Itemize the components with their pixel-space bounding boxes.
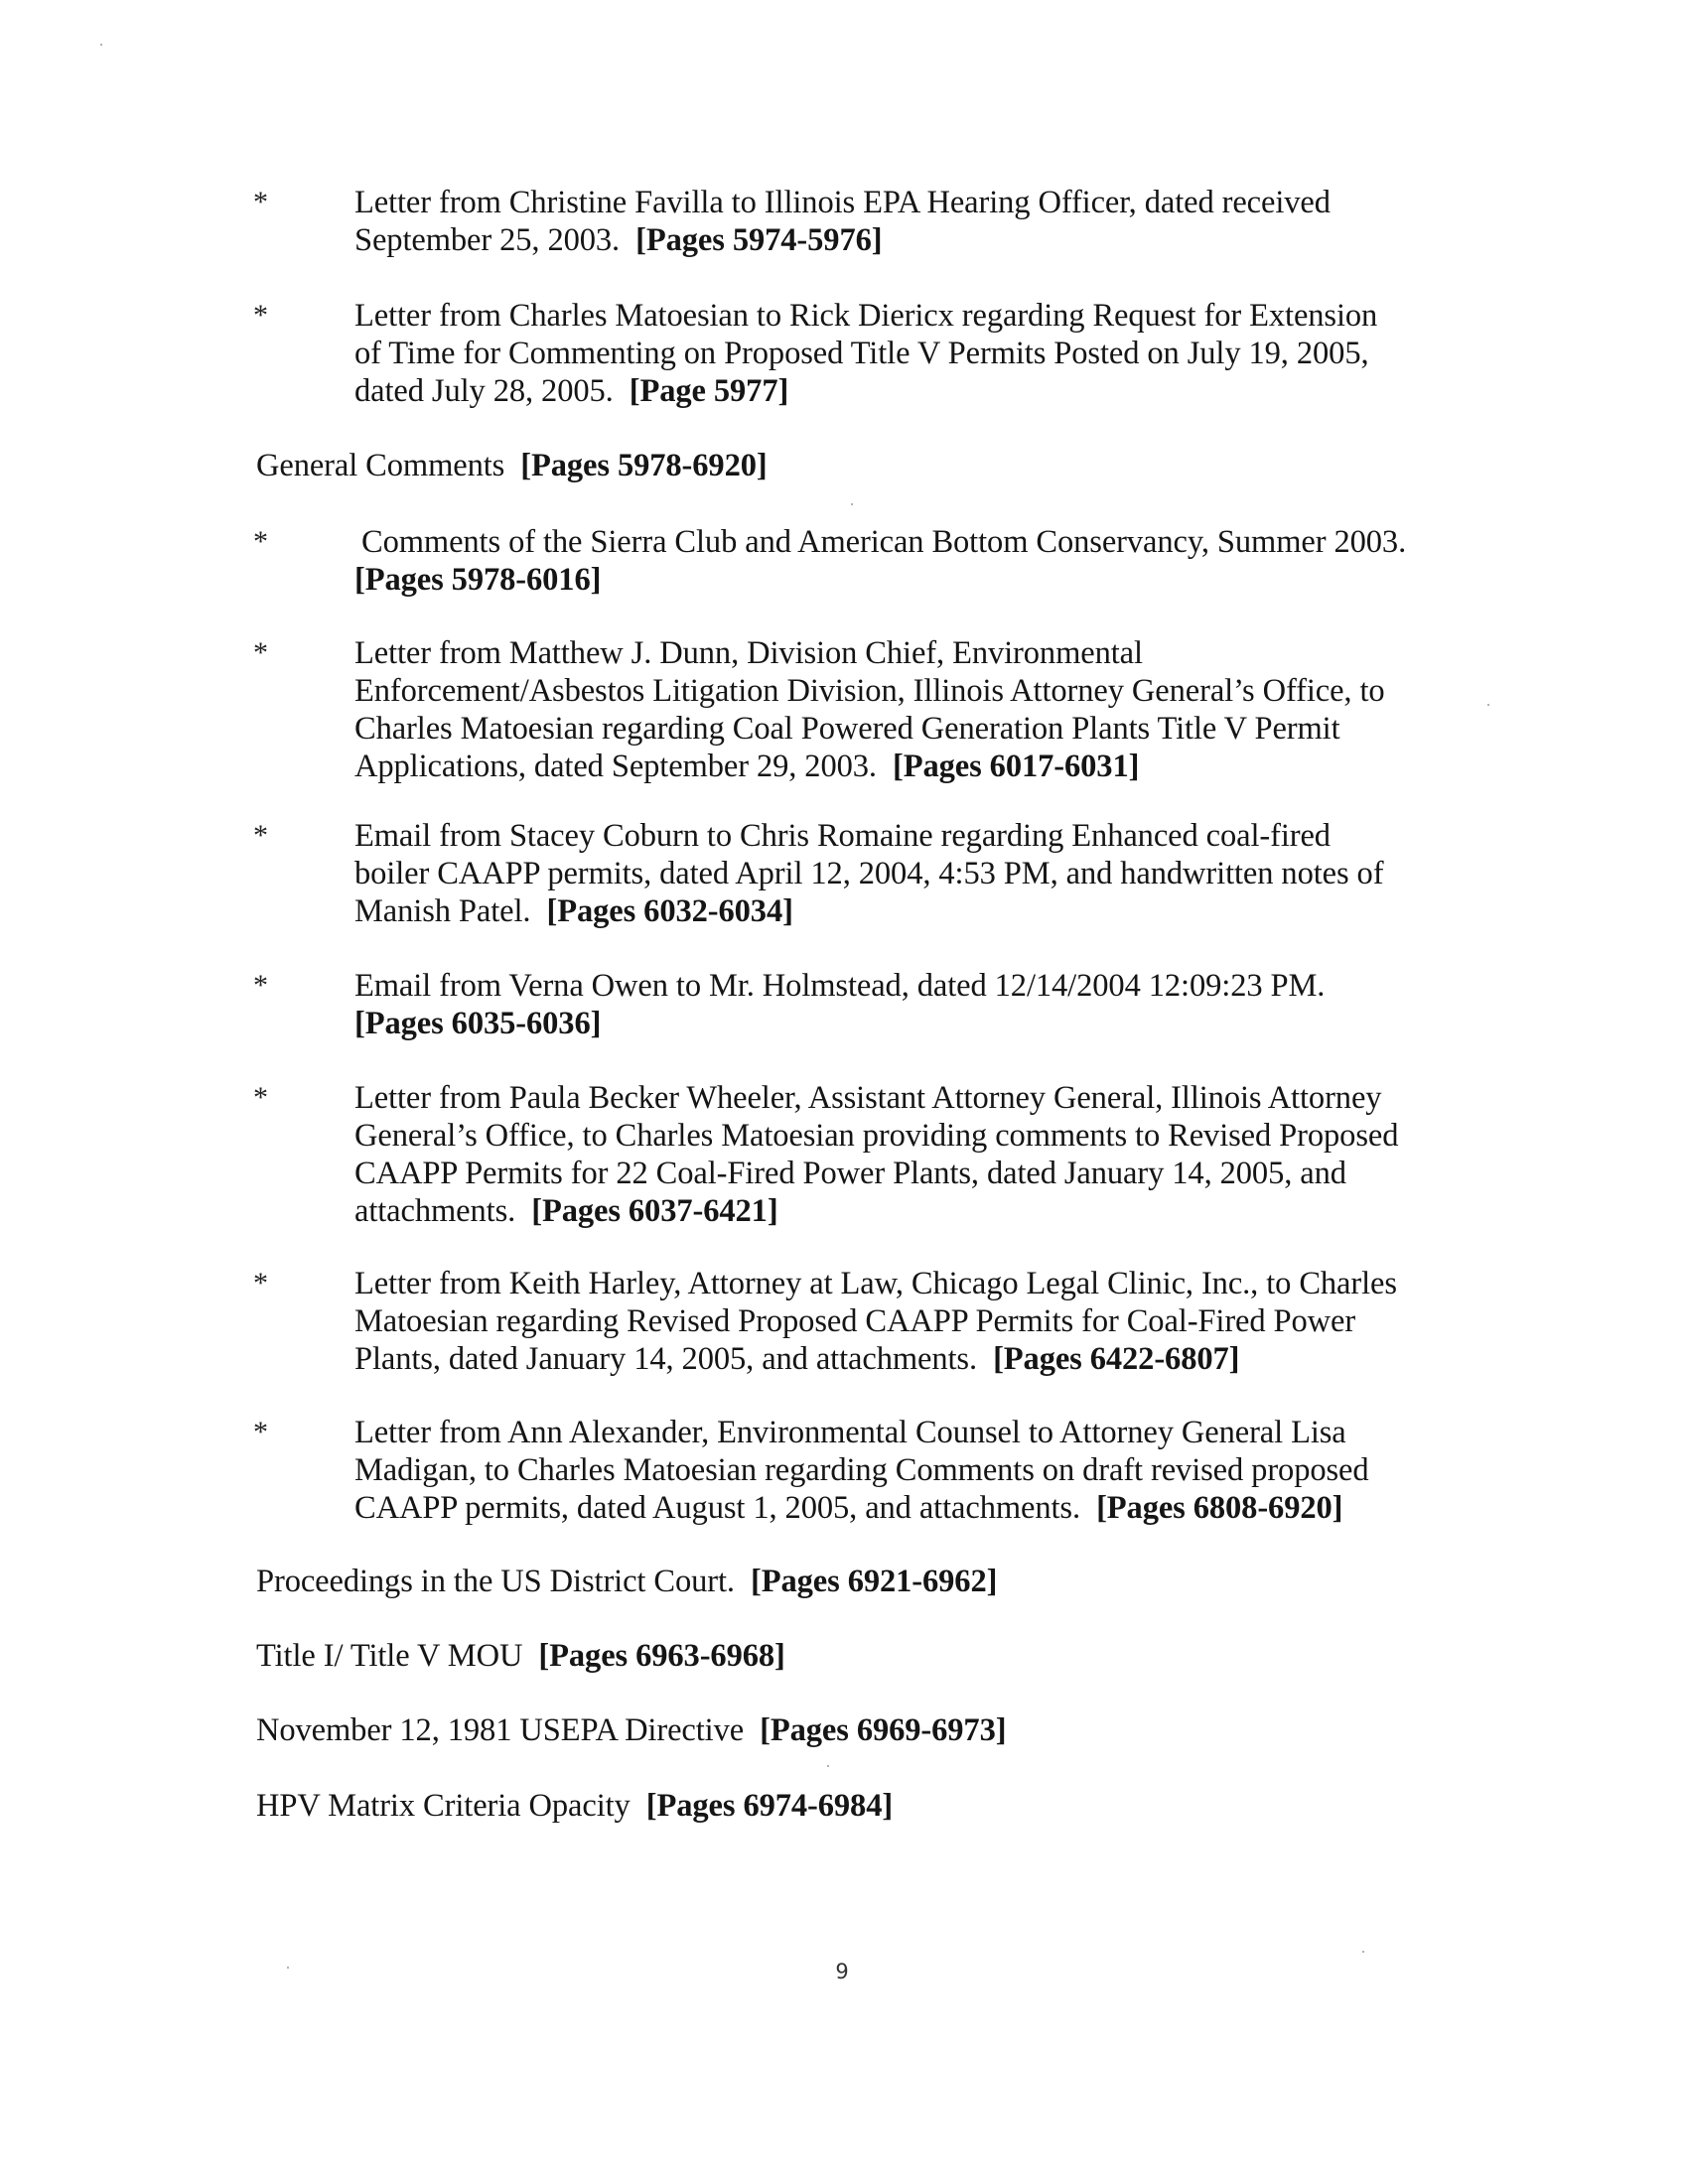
scan-speck	[1362, 1951, 1364, 1953]
text-line: General’s Office, to Charles Matoesian providing comments to Revised Proposed	[354, 1118, 1399, 1154]
text-line	[354, 748, 1442, 785]
list-item-text	[354, 967, 1442, 1042]
scan-speck	[851, 503, 853, 505]
text-fragment: September 25, 2003.	[354, 222, 621, 258]
text-line: Matoesian regarding Revised Proposed CAAPP Permits for Coal-Fired Power	[354, 1303, 1356, 1339]
page-reference: [Pages 6422-6807]	[993, 1341, 1240, 1377]
text-fragment: CAAPP permits, dated August 1, 2005, and attachments.	[354, 1490, 1080, 1526]
list-item-text	[354, 1414, 1442, 1527]
text-fragment: Manish Patel.	[354, 893, 531, 929]
text-line: Letter from Matthew J. Dunn, Division Chief, Environmental	[354, 635, 1143, 671]
page-reference: [Pages 5978-6016]	[354, 562, 602, 598]
page-reference: [Pages 6974-6984]	[645, 1788, 894, 1824]
bullet-asterisk: *	[253, 1081, 268, 1114]
section-heading-hpv-matrix	[256, 1787, 1547, 1825]
list-item-text	[354, 1079, 1442, 1230]
scan-speck	[100, 44, 102, 46]
text-line: Letter from Charles Matoesian to Rick Diericx regarding Request for Extension	[354, 298, 1378, 334]
page-reference: [Pages 6808-6920]	[1096, 1490, 1343, 1526]
text-line	[354, 1192, 1442, 1230]
bullet-asterisk: *	[253, 636, 268, 669]
text-fragment: Plants, dated January 14, 2005, and attachments.	[354, 1341, 977, 1377]
section-label: General Comments	[256, 448, 505, 483]
section-label: Title I/ Title V MOU	[256, 1638, 523, 1674]
text-line: Madigan, to Charles Matoesian regarding Comments on draft revised proposed	[354, 1452, 1369, 1488]
page-reference: [Page 5977]	[629, 373, 789, 409]
page-reference: [Pages 6037-6421]	[531, 1193, 778, 1229]
section-label: November 12, 1981 USEPA Directive	[256, 1712, 745, 1748]
page-reference: [Pages 5974-5976]	[635, 222, 883, 258]
section-heading-usepa-directive	[256, 1711, 1547, 1749]
bullet-asterisk: *	[253, 186, 268, 218]
list-item-text	[354, 1265, 1442, 1378]
bullet-asterisk: *	[253, 1416, 268, 1448]
list-item-text	[354, 634, 1442, 785]
text-line: of Time for Commenting on Proposed Title V Permits Posted on July 19, 2005,	[354, 336, 1369, 371]
bullet-asterisk: *	[253, 299, 268, 332]
section-heading-district-court	[256, 1563, 1547, 1600]
bullet-asterisk: *	[253, 1267, 268, 1299]
page-reference: [Pages 6017-6031]	[893, 749, 1140, 784]
text-line: Enforcement/Asbestos Litigation Division, Illinois Attorney General’s Office, to	[354, 673, 1385, 709]
text-line: Email from Stacey Coburn to Chris Romaine regarding Enhanced coal-fired	[354, 818, 1331, 854]
section-heading-general-comments	[256, 447, 1547, 484]
bullet-asterisk: *	[253, 525, 268, 558]
text-line: Letter from Paula Becker Wheeler, Assistant Attorney General, Illinois Attorney	[354, 1080, 1382, 1116]
text-line	[354, 221, 1442, 259]
page-reference: [Pages 6969-6973]	[760, 1712, 1007, 1748]
page-reference: [Pages 5978-6920]	[520, 448, 768, 483]
text-line: Letter from Christine Favilla to Illinois EPA Hearing Officer, dated received	[354, 185, 1331, 220]
section-label: Proceedings in the US District Court.	[256, 1564, 735, 1599]
bullet-asterisk: *	[253, 819, 268, 852]
page-number: 9	[835, 1960, 849, 1983]
bullet-asterisk: *	[253, 969, 268, 1002]
page-reference: [Pages 6921-6962]	[751, 1564, 998, 1599]
section-heading-title-mou	[256, 1637, 1547, 1675]
text-line: Charles Matoesian regarding Coal Powered Generation Plants Title V Permit	[354, 711, 1340, 747]
scan-speck	[287, 1967, 289, 1969]
text-line	[354, 1340, 1442, 1378]
page-reference: [Pages 6963-6968]	[538, 1638, 785, 1674]
text-line: CAAPP Permits for 22 Coal-Fired Power Plants, dated January 14, 2005, and	[354, 1156, 1346, 1191]
text-line	[354, 372, 1442, 410]
page-reference: [Pages 6032-6034]	[546, 893, 793, 929]
scan-speck	[1487, 704, 1489, 706]
scan-speck	[827, 1765, 829, 1767]
text-line: Comments of the Sierra Club and American Bottom Conservancy, Summer 2003.	[361, 524, 1407, 560]
text-fragment: attachments.	[354, 1193, 516, 1229]
text-line: Letter from Keith Harley, Attorney at Law, Chicago Legal Clinic, Inc., to Charles	[354, 1266, 1397, 1301]
list-item-text	[354, 523, 1449, 599]
page-reference: [Pages 6035-6036]	[354, 1006, 602, 1041]
text-line	[354, 892, 1442, 930]
section-label: HPV Matrix Criteria Opacity	[256, 1788, 631, 1824]
text-fragment: Applications, dated September 29, 2003.	[354, 749, 877, 784]
text-line: Email from Verna Owen to Mr. Holmstead, dated 12/14/2004 12:09:23 PM.	[354, 968, 1326, 1004]
list-item-text	[354, 297, 1442, 410]
list-item-text	[354, 184, 1442, 259]
list-item-text	[354, 817, 1442, 930]
text-fragment: dated July 28, 2005.	[354, 373, 614, 409]
text-line: Letter from Ann Alexander, Environmental Counsel to Attorney General Lisa	[354, 1415, 1346, 1450]
text-line	[354, 1489, 1442, 1527]
text-line: boiler CAAPP permits, dated April 12, 2004, 4:53 PM, and handwritten notes of	[354, 856, 1384, 891]
